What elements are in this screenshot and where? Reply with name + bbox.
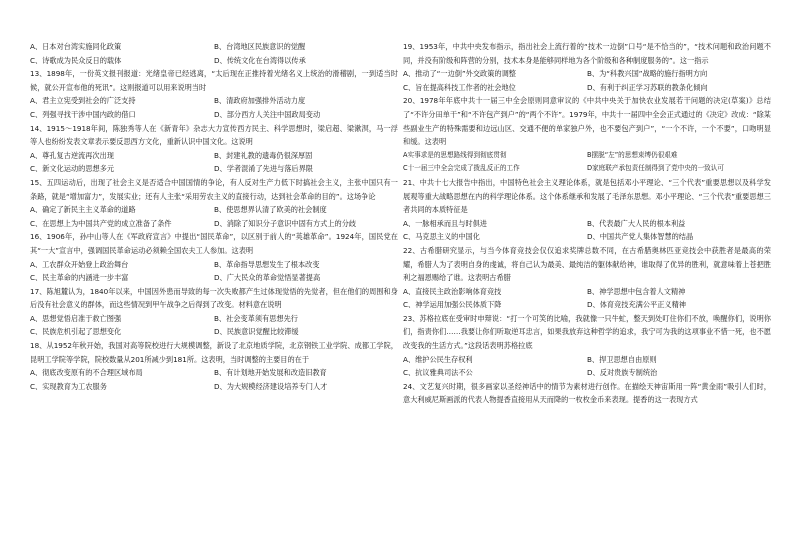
q19-option-b: B、为“科教兴国”战略的施行指明方向 — [587, 69, 708, 79]
q13-stem: 13、1898年，一份英文报刊报道：光绪皇帝已经逃离，“太后现在正推持着光绪名义上统治的滑稽剧，一到适当时候，就公开宣布他的死讯”。这则报道可以用来说明当时 — [30, 69, 398, 92]
q18-option-c: C、实现教育为工农服务 — [30, 381, 107, 391]
q20-option-c: C十一届三中全会完成了拨乱反正的工作 — [403, 164, 520, 173]
q15-option-d: D、消除了知识分子意识中固有方式上的分歧 — [214, 218, 357, 228]
q18-stem: 18、从1952年秋开始，我国对高等院校进行大规模调整，新设了北京地质学院，北京钢铁工业学院、成都工学院，昆明工学院等学院，院校数量从201所减少到181所。这表明，当时调整的主要目的在于 — [30, 341, 398, 364]
q13-option-d: D、部分西方人关注中国政局变动 — [214, 109, 321, 119]
q15-option-c: C、在思想上为中国共产党的成立准备了条件 — [30, 218, 172, 228]
q16-stem: 16、1906年，孙中山等人在《军政府宣言》中提出“国民革命”，以区别于前人的“英雄革命”。1924年，国民党在其“一大”宣言中，强调国民革命运动必须赖全国农夫工人参加。这表明 — [30, 232, 398, 255]
q18-options — [30, 366, 398, 393]
q18-option-d: D、为大规模经济建设培养专门人才 — [214, 381, 328, 391]
q21-stem: 21、中共十七大报告中指出，中国特色社会主义理论体系，就是包括邓小平理论、“三个代表”重要思想以及科学发展观等重大战略思想在内的科学理论体系。这个体系继承和发展了毛泽东思想。邓小平理论、“三个代表”重要思想三者共同的本质特征是 — [403, 177, 771, 215]
q22-option-a: A、直接民主政治影响体育竞技 — [403, 286, 502, 296]
q16-options — [30, 258, 398, 285]
q14-stem: 14、1915～1918年间，陈独秀等人在《新青年》杂志大力宣传西方民主、科学思想时，梁启超、梁漱溟，马一浮等人也纷纷发表文章表示要反思西方文化，重新认识中国文化。这说明 — [30, 123, 398, 147]
q23-option-c: C、抗议雅典司法不公 — [403, 368, 473, 378]
q23-options — [403, 353, 771, 380]
q14-option-b: B、封建礼教的遗毒仍很深厚固 — [214, 150, 313, 160]
q23-option-d: D、反对贵族专制统治 — [587, 368, 658, 378]
q17-option-a: A、思想觉悟启准于救亡图强 — [30, 313, 122, 323]
q16-option-a: A、工农群众开始登上政治舞台 — [30, 259, 129, 269]
q15-stem: 15、五四运动后，出现了社会主义是否适合中国国情的争论，有人反对生产力低下时搞社会主义，主张中国只有一条路，就是“增加富力”，发展实业；还有人主张“采用劳农主义的直接行动，达到社会革命的目的”。这场争论 — [30, 177, 398, 201]
q13-option-a: A、君主立宪受到社会的广泛支持 — [30, 96, 136, 106]
q16-option-b: B、革命指导思想发生了根本改变 — [214, 259, 320, 269]
q17-option-b: B、社会变革须有思想先行 — [214, 313, 298, 323]
q22-options — [403, 285, 771, 312]
q14-option-d: D、学者混淆了先进与落后界限 — [214, 164, 313, 174]
q13-option-b: B、清政府加强排外活动力度 — [214, 96, 306, 106]
q12-options — [30, 40, 398, 67]
q14-option-c: C、新文化运动的思想多元 — [30, 164, 115, 174]
q22-option-b: B、神学思想中包含着人文精神 — [587, 286, 686, 296]
q19-option-a: A、推动了“一边倒”外交政策的调整 — [403, 69, 516, 79]
q15-options — [30, 203, 398, 230]
q20-stem: 20、1978年年底中共十一届三中全会原则同意审议的《中共中央关于加快农业发展若干问题的决定(草案)》总结了“不许分田单干”和“不许包产到户”的“两个不许”。1979年，中共十一届四中全会正式通过的《决定》改成：“除某些副业生产的特殊需要和边远山区、交通不便的单家独户外，也不要包产到户”，“一个不许，一个不要”，口吻明显和缓。这表明 — [403, 96, 771, 147]
q12-option-b: B、台湾地区民族意识的觉醒 — [214, 42, 306, 51]
q14-option-a: A、尊孔复古逆流再次出现 — [30, 150, 114, 160]
q13-option-c: C、列强寻找干涉中国内政的借口 — [30, 109, 136, 119]
q17-option-d: D、民族意识觉醒比较滞缓 — [214, 327, 299, 337]
q18-option-a: A、彻底改变原有的不合理区域布局 — [30, 368, 143, 378]
q12-option-d: D、传统文化在台湾得以传承 — [214, 55, 306, 65]
q20-option-b: B摆脱“左”的思想束缚仍很艰难 — [587, 150, 678, 159]
q19-option-c: C、旨在提高科技工作者的社会地位 — [403, 82, 516, 92]
q12-option-a: A、日本对台湾实施同化政策 — [30, 42, 122, 51]
q20-option-d: D家庭联产承包责任制得到了党中央的一致认可 — [587, 164, 724, 173]
q23-stem: 23、苏格拉底在受审时申辩说：“打一个可笑的比喻，我就像一只牛虻，整天到处叮住你们不放，唤醒你们，说明你们，指责你们……我要让你们听取逆耳忠言，如果我放弃这种哲学的追求，我宁可为我的这项事业不惜一死，也不愿改变我的生活方式。”这段话表明苏格拉底 — [403, 313, 771, 351]
q16-option-d: D、广大民众的革命觉悟显著提高 — [214, 273, 321, 283]
q13-options — [30, 94, 398, 121]
q20-option-a: A实事求是的思想路线得到彻底贯彻 — [403, 150, 507, 159]
q19-option-d: D、有利于纠正学习苏联的教条化倾向 — [587, 82, 708, 92]
q22-stem: 22、古希腊研究显示，与当今体育竞技会仅仅追求奖牌总数不同，在古希腊奥林匹亚竞技会中获胜者是最高的荣耀，希腊人为了表明自身的虔诚，将自己认为最美、最纯洁的躯体献给神，谁取得了优异的胜利，就意味着上苍把胜利之福恩赐给了谁。这表明古希腊 — [403, 245, 771, 283]
q19-options — [403, 67, 771, 94]
q16-option-c: C、民主革命的内涵进一步丰富 — [30, 273, 129, 283]
q23-option-b: B、捍卫思想自由原则 — [587, 354, 657, 364]
q21-option-d: D、中国共产党人集体智慧的结晶 — [587, 232, 694, 242]
q20-options — [403, 149, 771, 176]
q21-options — [403, 217, 771, 244]
q12-option-c: C、诗歌成为民众反日的载体 — [30, 55, 122, 65]
q14-options — [30, 149, 398, 176]
q22-option-c: C、神学运用加强公民体质下降 — [403, 300, 502, 310]
q17-stem: 17、陈旭麓认为，1840年以来，中国因外患而导致的每一次失败都产生过体现觉悟的先觉者，但在他们的周围和身后没有社会意义的群体，而这些情况到甲午战争之后得到了改变。材料意在说明 — [30, 286, 398, 310]
q15-option-a: A、确定了新民主主义革命的道路 — [30, 205, 136, 215]
q22-option-d: D、体育竞技充满公平正义精神 — [587, 300, 686, 310]
right-column — [403, 40, 771, 407]
q15-option-b: B、使思想界认清了欧美的社会制度 — [214, 205, 327, 215]
left-column — [30, 40, 398, 393]
q17-option-c: C、民族危机引起了思想变化 — [30, 327, 122, 337]
q21-option-c: C、马克思主义的中国化 — [403, 232, 480, 242]
q24-stem: 24、文艺复兴时期，很多画家以圣经神话中的情节为素材进行创作。在描绘天神宙斯用一阵“黄金雨”吸引人们时，意大利威尼斯画派的代表人物提香直接用从天而降的一枚枚金币来表现。提香的这一表现方式 — [403, 381, 771, 405]
q23-option-a: A、维护公民生存权利 — [403, 354, 473, 364]
q21-option-a: A、一脉相承而且与时俱进 — [403, 218, 487, 228]
q21-option-b: B、代表最广大人民的根本利益 — [587, 218, 686, 228]
q19-stem: 19、1953年，中共中央发布指示，指出社会上流行着的“技术一边倒”口号“是不恰当的”，“技术问题和政治问题不同，并没有阶级和阵营的分别，技术本身是能够同样地为各个阶级和各种制度服务的”。这一指示 — [403, 42, 771, 65]
q17-options — [30, 312, 398, 339]
q18-option-b: B、有计划地开始发展和改造旧教育 — [214, 368, 327, 378]
